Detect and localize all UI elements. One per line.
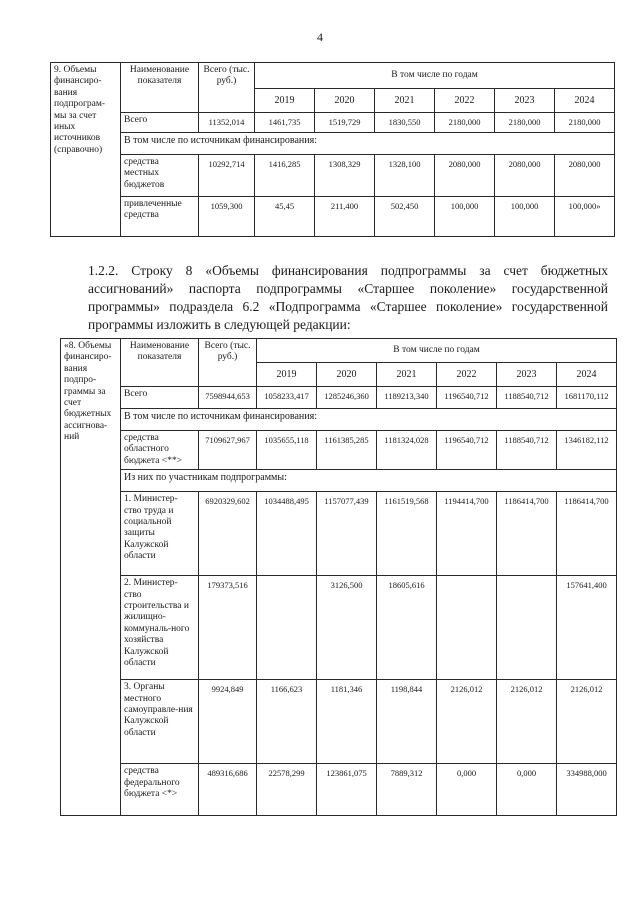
row-name: 2. Министер-ство строительства и жилищно-коммуналь-ного хозяйства Калужской области: [121, 576, 199, 680]
table-row: [51, 197, 615, 237]
year-header: 2020: [315, 89, 375, 113]
year-header: 2022: [437, 363, 497, 387]
row-total: 7598944,653: [199, 387, 257, 409]
row-value: 1285246,360: [317, 387, 377, 409]
row-value: 1035655,118: [257, 431, 317, 470]
table-row: [61, 576, 617, 680]
row-value: 1681170,112: [557, 387, 617, 409]
header-row: [61, 339, 617, 363]
row-name: 3. Органы местного самоуправле-ния Калужской области: [121, 680, 199, 764]
row-value: 1188540,712: [497, 387, 557, 409]
row-value: 1166,623: [257, 680, 317, 764]
row-value: 1034488,495: [257, 492, 317, 576]
amendment-paragraph: [88, 262, 608, 334]
column-header-name: Наименование показателя: [121, 339, 199, 387]
row-value: 1346182,112: [557, 431, 617, 470]
page-number: 4: [317, 30, 323, 44]
table-row: [61, 409, 617, 431]
row-value: 18605,616: [377, 576, 437, 680]
row-value: 2126,012: [437, 680, 497, 764]
row-value: 1186414,700: [557, 492, 617, 576]
row-name: привлеченные средства: [121, 197, 199, 237]
column-header-name: Наименование показателя: [121, 63, 199, 113]
row-value: 100,000»: [555, 197, 615, 237]
row-value: 2080,000: [495, 155, 555, 197]
row-value: 3126,500: [317, 576, 377, 680]
row-value: 100,000: [435, 197, 495, 237]
row-value: 123861,075: [317, 764, 377, 816]
row-value: 502,450: [375, 197, 435, 237]
row-total: 11352,014: [199, 113, 255, 133]
year-header: 2023: [497, 363, 557, 387]
row-value: 1328,100: [375, 155, 435, 197]
row-value: 1186414,700: [497, 492, 557, 576]
year-header: 2022: [435, 89, 495, 113]
row-name: Всего: [121, 387, 199, 409]
row-value: 2126,012: [557, 680, 617, 764]
row-value: 211,400: [315, 197, 375, 237]
row-value: 22578,299: [257, 764, 317, 816]
row-value: 1161519,568: [377, 492, 437, 576]
row-value: 2180,000: [435, 113, 495, 133]
row-value: 334988,000: [557, 764, 617, 816]
row-value: 0,000: [497, 764, 557, 816]
row-value: 1196540,712: [437, 431, 497, 470]
row-total: 1059,300: [199, 197, 255, 237]
row-value: 157641,400: [557, 576, 617, 680]
row-total: 7109627,967: [199, 431, 257, 470]
amendment-text: 1.2.2. Строку 8 «Объемы финансирования подпрограммы за счет бюджетных ассигнований» паспорта подпрограммы «Старшее поколение» государственной программы» подраздела 6.2 «Подпрограмма «Старшее поколение» государственной программы изложить в следующей редакции:: [88, 263, 608, 332]
row-value: 0,000: [437, 764, 497, 816]
table-row: [51, 133, 615, 155]
row-value: 100,000: [495, 197, 555, 237]
table-row: [51, 155, 615, 197]
row-value: [437, 576, 497, 680]
table-subheader: Из них по участникам подпрограммы:: [121, 470, 617, 492]
row-value: [497, 576, 557, 680]
row-total: 489316,686: [199, 764, 257, 816]
column-header-total: Всего (тыс. руб.): [199, 339, 257, 387]
row-value: 1194414,700: [437, 492, 497, 576]
row-name: средства местных бюджетов: [121, 155, 199, 197]
row-value: 1416,285: [255, 155, 315, 197]
year-header: 2019: [255, 89, 315, 113]
financing-table-other-sources: [50, 62, 615, 237]
year-header: 2024: [557, 363, 617, 387]
year-header: 2023: [495, 89, 555, 113]
table-row: [61, 680, 617, 764]
header-row: [51, 63, 615, 89]
table-row: [51, 113, 615, 133]
row-value: 1188540,712: [497, 431, 557, 470]
row-value: 2080,000: [435, 155, 495, 197]
row-name: 1. Министер-ство труда и социальной защиты Калужской области: [121, 492, 199, 576]
row-value: 1161385,285: [317, 431, 377, 470]
row-value: 1308,329: [315, 155, 375, 197]
financing-table-budget: [60, 338, 617, 816]
table-row: [61, 470, 617, 492]
row-value: 1196540,712: [437, 387, 497, 409]
table-row: [61, 492, 617, 576]
row-value: 2080,000: [555, 155, 615, 197]
row-value: [257, 576, 317, 680]
row-value: 1058233,417: [257, 387, 317, 409]
section-label: 9. Объемы финансиро-вания подпрограм-мы за счет иных источников (справочно): [51, 63, 121, 237]
row-value: 2180,000: [495, 113, 555, 133]
row-total: 6920329,602: [199, 492, 257, 576]
row-value: 45,45: [255, 197, 315, 237]
row-value: 1461,735: [255, 113, 315, 133]
row-value: 1157077,439: [317, 492, 377, 576]
row-total: 9924,849: [199, 680, 257, 764]
row-total: 179373,516: [199, 576, 257, 680]
row-name: средства федерального бюджета <*>: [121, 764, 199, 816]
year-header: 2020: [317, 363, 377, 387]
year-header: 2021: [375, 89, 435, 113]
row-value: 2180,000: [555, 113, 615, 133]
year-header: 2019: [257, 363, 317, 387]
section-label: «8. Объемы финансиро-вания подпро-граммы за счет бюджетных ассигнова-ний: [61, 339, 121, 816]
row-value: 1830,550: [375, 113, 435, 133]
table-row: [61, 387, 617, 409]
column-header-total: Всего (тыс. руб.): [199, 63, 255, 113]
table-subheader: В том числе по источникам финансирования:: [121, 409, 617, 431]
row-value: 1181,346: [317, 680, 377, 764]
table-row: [61, 431, 617, 470]
table-subheader: В том числе по источникам финансирования:: [121, 133, 615, 155]
year-header: 2024: [555, 89, 615, 113]
row-value: 7889,312: [377, 764, 437, 816]
column-header-years: В том числе по годам: [257, 339, 617, 363]
row-value: 1181324,028: [377, 431, 437, 470]
table-row: [61, 764, 617, 816]
row-name: средства областного бюджета <**>: [121, 431, 199, 470]
row-value: 1519,729: [315, 113, 375, 133]
year-header: 2021: [377, 363, 437, 387]
row-value: 1189213,340: [377, 387, 437, 409]
row-name: Всего: [121, 113, 199, 133]
column-header-years: В том числе по годам: [255, 63, 615, 89]
row-total: 10292,714: [199, 155, 255, 197]
row-value: 1198,844: [377, 680, 437, 764]
row-value: 2126,012: [497, 680, 557, 764]
